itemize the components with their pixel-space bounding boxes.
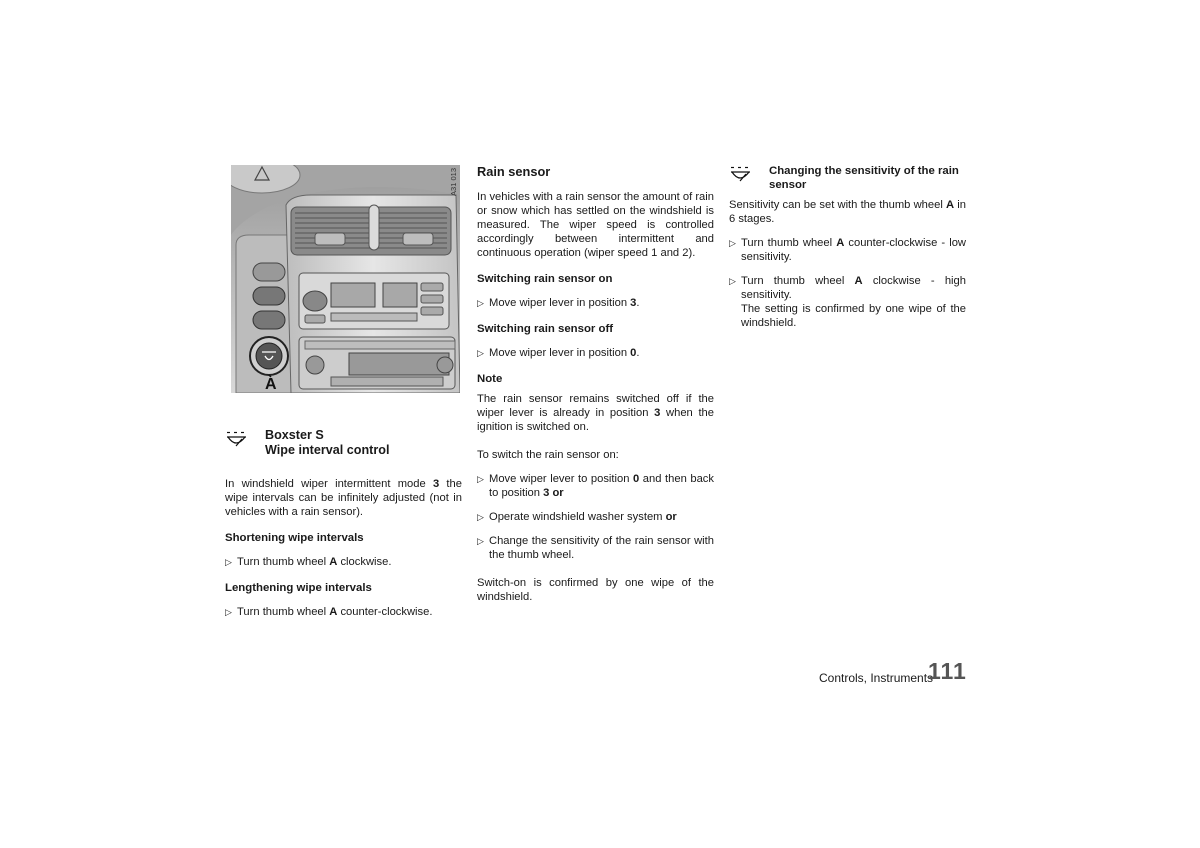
section-title-line2: Wipe interval control bbox=[265, 443, 390, 457]
subheading-sensitivity: Changing the sensitivity of the rain sensor bbox=[769, 165, 959, 191]
section-title-line1: Boxster S bbox=[265, 428, 324, 442]
bullet-triangle-icon: ▷ bbox=[225, 607, 232, 617]
bullet-triangle-icon: ▷ bbox=[729, 238, 736, 248]
paragraph-confirm: Switch-on is confirmed by one wipe of the windshield. bbox=[477, 577, 714, 603]
paragraph-to-switch: To switch the rain sensor on: bbox=[477, 449, 619, 461]
bullet-triangle-icon: ▷ bbox=[225, 557, 232, 567]
column-right bbox=[729, 163, 966, 330]
bullet-triangle-icon: ▷ bbox=[477, 474, 484, 484]
section-title-rain-sensor: Rain sensor bbox=[477, 164, 551, 179]
bullet-switching-off: ▷ Move wiper lever in position 0. bbox=[477, 347, 640, 359]
bullet-step-2: ▷ Operate windshield washer system or bbox=[477, 511, 677, 523]
wiper-icon bbox=[225, 428, 251, 454]
bullet-sensitivity-high: ▷ Turn thumb wheel A clockwise - high sensitivity. The setting is confirmed by one wipe of the windshield. bbox=[729, 275, 966, 329]
figure-callout-a: A bbox=[265, 376, 277, 393]
bullet-sensitivity-low: ▷ Turn thumb wheel A counter-clockwise - low sensitivity. bbox=[729, 237, 966, 263]
section-heading-sensitivity bbox=[729, 163, 966, 192]
bullet-triangle-icon: ▷ bbox=[477, 512, 484, 522]
bullet-lengthening: ▷ Turn thumb wheel A counter-clockwise. bbox=[225, 606, 433, 618]
page-number: 111 bbox=[928, 658, 967, 684]
air-vent-icon bbox=[291, 205, 451, 255]
dashboard-figure bbox=[231, 165, 460, 393]
paragraph-intro: In windshield wiper intermittent mode 3 the wipe intervals can be infinitely adjusted (not in vehicles with a rain sensor). bbox=[225, 478, 462, 518]
bullet-triangle-icon: ▷ bbox=[729, 276, 736, 286]
bullet-step-1: ▷ Move wiper lever to position 0 and then back to position 3 or bbox=[477, 473, 714, 499]
subheading-switching-on: Switching rain sensor on bbox=[477, 273, 613, 285]
bullet-switching-on: ▷ Move wiper lever in position 3. bbox=[477, 297, 640, 309]
subheading-lengthening: Lengthening wipe intervals bbox=[225, 582, 372, 594]
bullet-shortening: ▷ Turn thumb wheel A clockwise. bbox=[225, 556, 392, 568]
dashboard-illustration bbox=[231, 165, 460, 393]
bullet-triangle-icon: ▷ bbox=[477, 536, 484, 546]
wiper-icon bbox=[729, 163, 755, 189]
footer-section-title: Controls, Instruments bbox=[819, 671, 934, 685]
bullet-triangle-icon: ▷ bbox=[477, 348, 484, 358]
subheading-shortening: Shortening wipe intervals bbox=[225, 532, 364, 544]
bullet-triangle-icon: ▷ bbox=[477, 298, 484, 308]
paragraph-rain-intro: In vehicles with a rain sensor the amount of rain or snow which has settled on the windshield is measured. The wiper speed is controlled accordingly between intermittent and continuous operation (wiper speed 1 and 2). bbox=[477, 191, 714, 259]
paragraph-sensitivity-intro: Sensitivity can be set with the thumb wheel A in 6 stages. bbox=[729, 199, 966, 225]
bullet-step-3: ▷ Change the sensitivity of the rain sensor with the thumb wheel. bbox=[477, 535, 714, 561]
column-left bbox=[225, 428, 462, 619]
figure-code: A31 013 bbox=[449, 168, 458, 196]
section-heading-boxster bbox=[225, 428, 462, 458]
subheading-switching-off: Switching rain sensor off bbox=[477, 323, 614, 335]
column-middle bbox=[477, 164, 714, 604]
paragraph-note: The rain sensor remains switched off if the wiper lever is already in position 3 when the ignition is switched on. bbox=[477, 393, 714, 433]
subheading-note: Note bbox=[477, 373, 503, 385]
